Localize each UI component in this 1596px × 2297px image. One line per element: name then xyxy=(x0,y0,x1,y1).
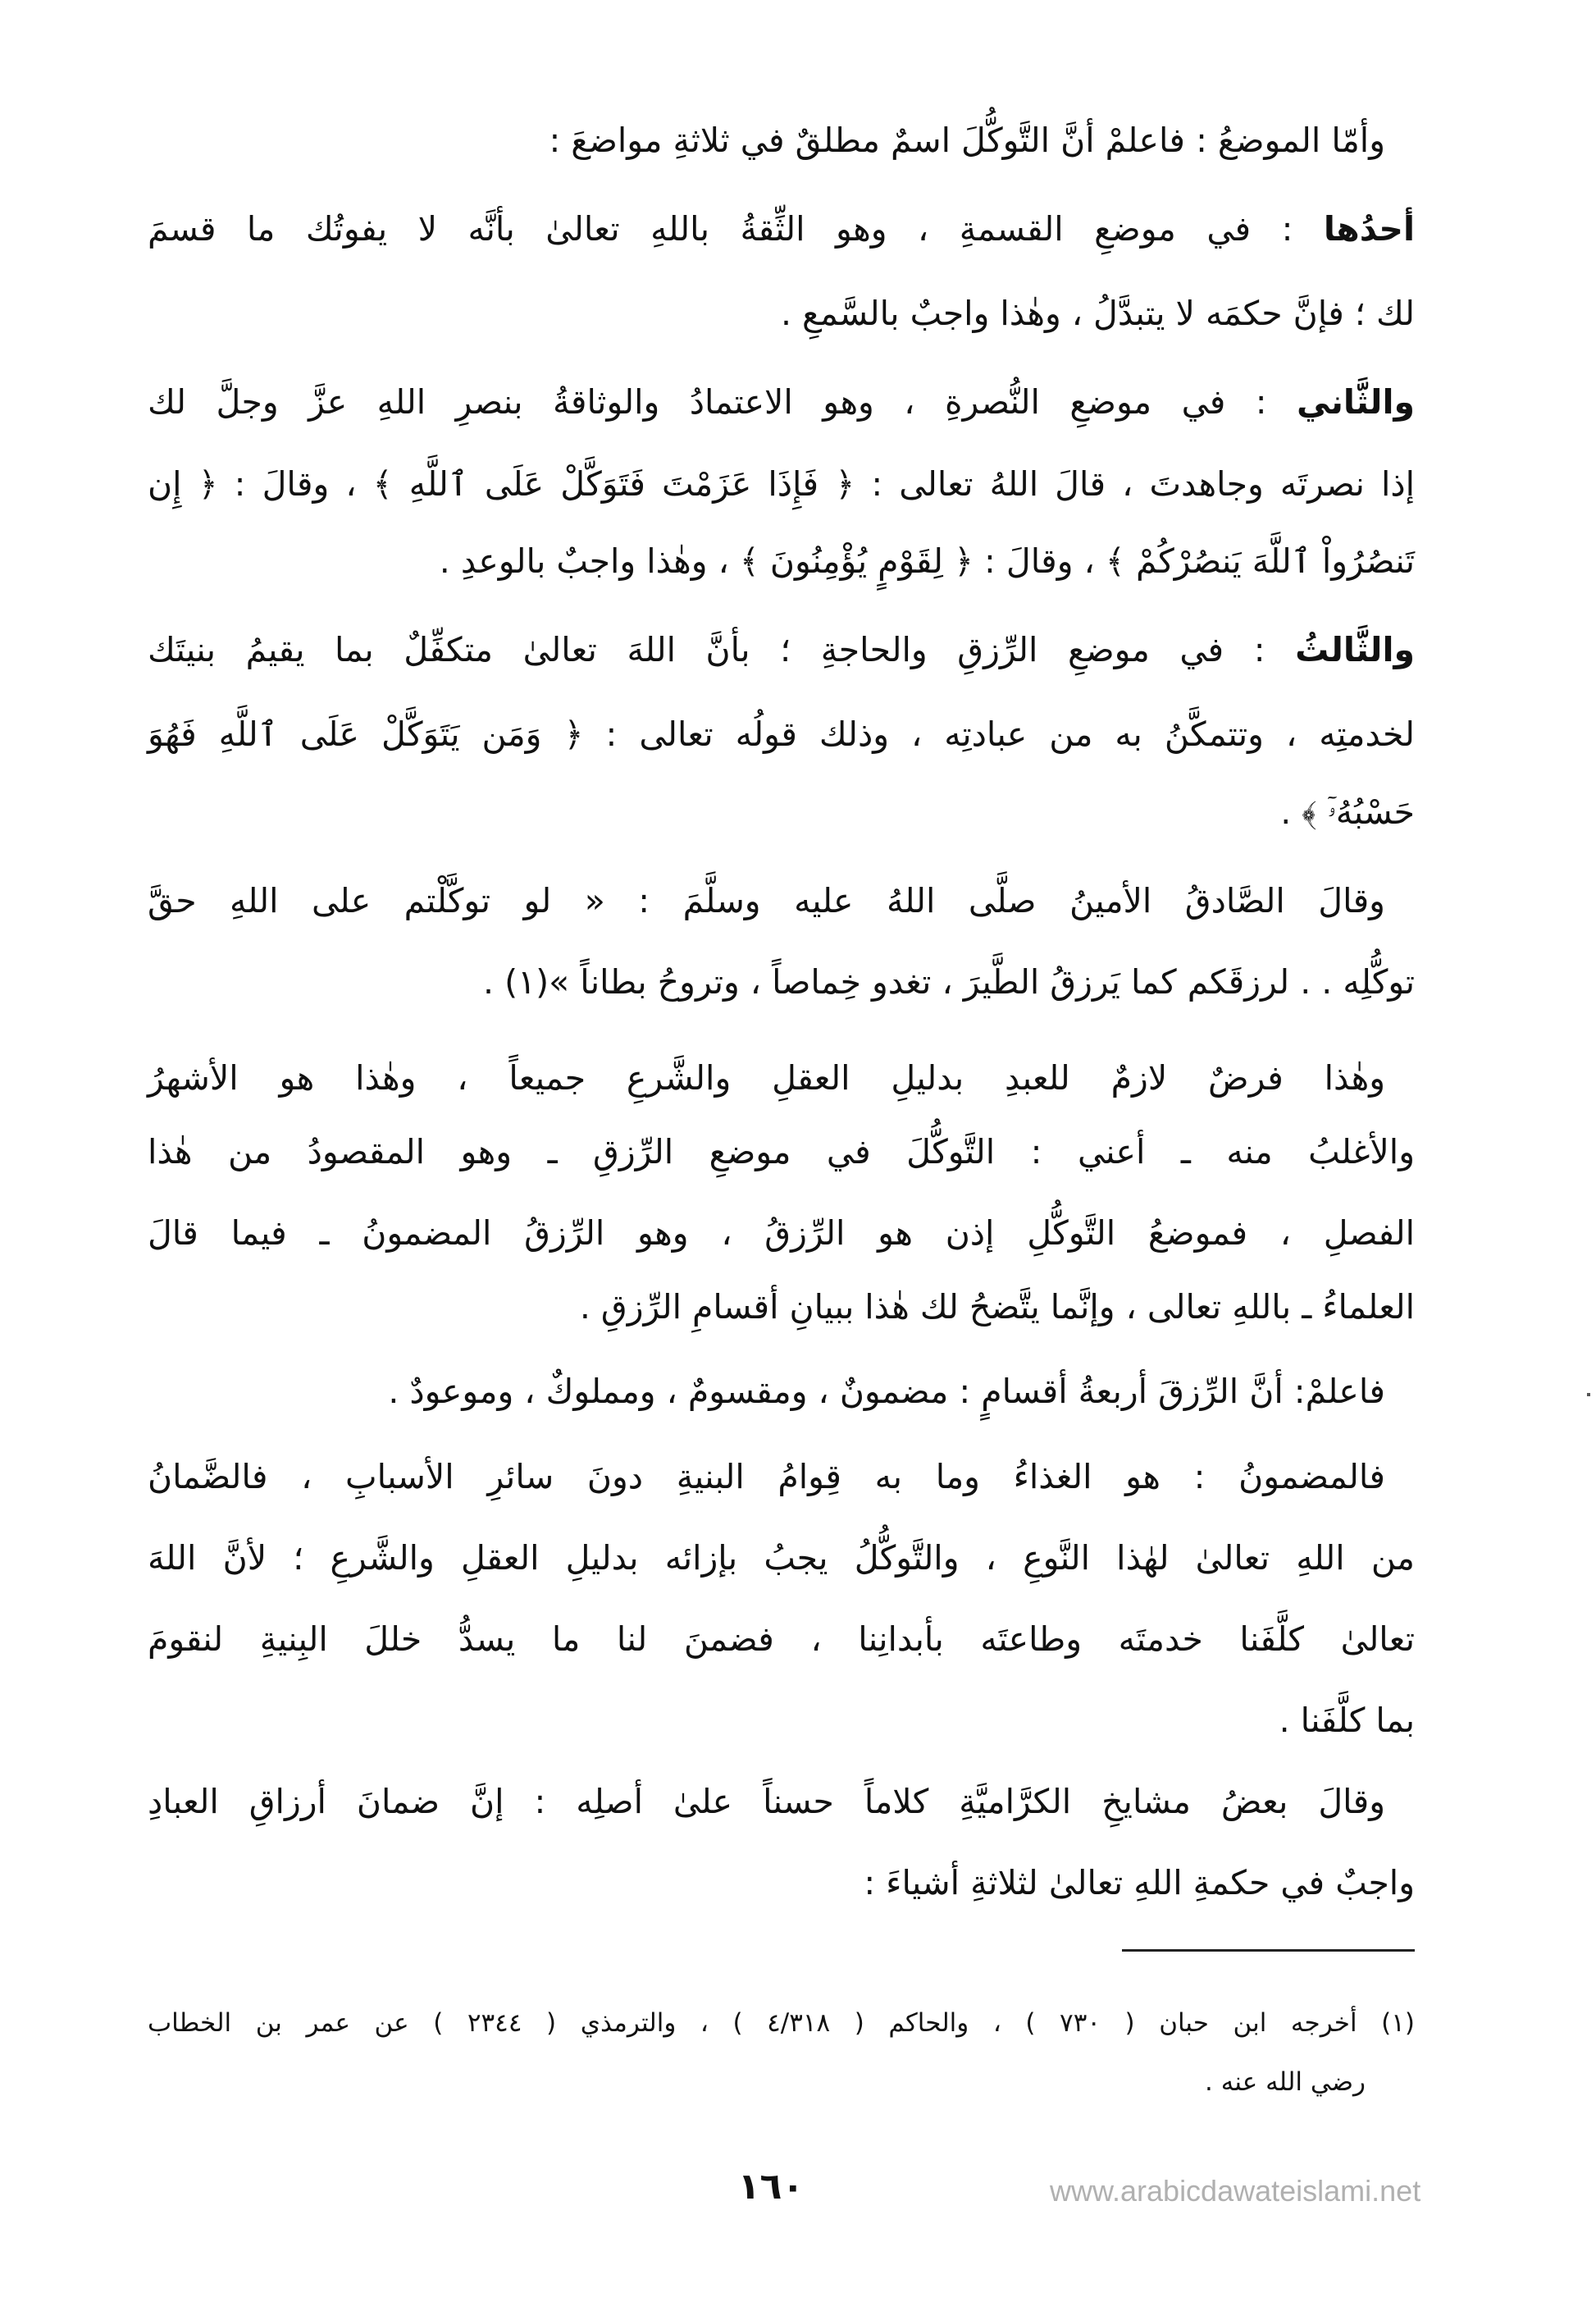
line-text: توكُّلِه . . لرزقَكم كما يَرزقُ الطَّيرَ ، تغدو خِماصاً ، وتروحُ بطاناً »(١) . xyxy=(483,962,1415,1002)
text-line xyxy=(148,1192,1415,1274)
text-line xyxy=(148,1266,1415,1348)
footnote-line-2: رضي الله عنه . xyxy=(1205,2067,1366,2097)
paragraph-lead: أحدُها xyxy=(1323,209,1415,249)
text-line xyxy=(148,609,1415,691)
text-line xyxy=(148,860,1415,942)
line-text: حَسْبُهُۥٓ ﴾ . xyxy=(1280,792,1415,832)
text-line xyxy=(148,361,1415,443)
page-number: ١٦٠ xyxy=(737,2166,805,2208)
text-line xyxy=(148,520,1415,602)
text-line xyxy=(148,443,1415,525)
line-text: والأغلبُ منه ـ أعني : التَّوكُّلَ في موضعِ الرِّزقِ ـ وهو المقصودُ من هٰذا xyxy=(148,1132,1415,1171)
line-text: بما كلَّفَنا . xyxy=(1279,1701,1415,1740)
paragraph-lead: والثَّالثُ xyxy=(1295,630,1415,669)
text-line xyxy=(148,1350,1415,1432)
text-line xyxy=(148,1760,1415,1843)
text-line xyxy=(148,771,1415,853)
line-text: تَنصُرُواْ ٱللَّهَ يَنصُرْكُمْ ﴾ ، وقالَ : ﴿ لِقَوْمٍ يُؤْمِنُونَ ﴾ ، وهٰذا واجبٌ بالوعدِ . xyxy=(439,541,1415,581)
footnote-divider xyxy=(1122,1949,1415,1952)
text-line xyxy=(148,1679,1415,1761)
line-text: : في موضعِ النُّصرةِ ، وهو الاعتمادُ والوثاقةُ بنصرِ اللهِ عزَّ وجلَّ لك xyxy=(148,382,1297,422)
watermark: www.arabicdawateislami.net xyxy=(1050,2174,1421,2208)
footnote-line-1: (١) أخرجه ابن حبان ( ٧٣٠ ) ، والحاكم ( ٤/٣١٨ ) ، والترمذي ( ٢٣٤٤ ) عن عمر بن الخطاب xyxy=(148,2008,1415,2038)
line-text: لخدمتِه ، وتتمكَّنُ به من عبادتِه ، وذلك قولُه تعالى : ﴿ وَمَن يَتَوَكَّلْ عَلَى ٱللَّهِ فَهُوَ xyxy=(148,715,1415,754)
line-text: : في موضعِ الرِّزقِ والحاجةِ ؛ بأنَّ اللهَ تعالىٰ متكفِّلٌ بما يقيمُ بنيتَك xyxy=(148,630,1296,669)
line-text: وقالَ الصَّادقُ الأمينُ صلَّى اللهُ عليه وسلَّمَ : « لو توكَّلْتم على اللهِ حقَّ xyxy=(148,881,1385,920)
line-text: لك ؛ فإنَّ حكمَه لا يتبدَّلُ ، وهٰذا واجبٌ بالسَّمعِ . xyxy=(780,294,1415,333)
text-line xyxy=(148,99,1415,181)
line-text: من اللهِ تعالىٰ لهٰذا النَّوعِ ، والتَّوكُّلُ يجبُ بإزائه بدليلِ العقلِ والشَّرعِ ؛ لأنَّ اللهَ xyxy=(148,1538,1415,1578)
text-line xyxy=(148,1842,1415,1924)
text-line xyxy=(148,188,1415,270)
line-text: الفصلِ ، فموضعُ التَّوكُّلِ إذن هو الرِّزقُ ، وهو الرِّزقُ المضمونُ ـ فيما قالَ xyxy=(148,1213,1415,1253)
line-text: تعالىٰ كلَّفَنا خدمتَه وطاعتَه بأبدانِنا ، فضمنَ لنا ما يسدُّ خللَ البِنيةِ لنقومَ xyxy=(148,1619,1415,1659)
line-text: وأمّا الموضعُ : فاعلمْ أنَّ التَّوكُّلَ اسمٌ مطلقٌ في ثلاثةِ مواضعَ : xyxy=(549,121,1385,160)
line-text: إذا نصرتَه وجاهدتَ ، قالَ اللهُ تعالى : ﴿ فَإِذَا عَزَمْتَ فَتَوَكَّلْ عَلَى ٱللَّهِ ﴾ ، وقالَ : ﴿ إِن xyxy=(148,464,1415,504)
line-text: فاعلمْ: أنَّ الرِّزقَ أربعةُ أقسامٍ : مضمونٌ ، ومقسومٌ ، ومملوكٌ ، وموعودٌ . xyxy=(388,1372,1385,1411)
text-line xyxy=(148,1598,1415,1680)
line-text: العلماءُ ـ باللهِ تعالى ، وإنَّما يتَّضحُ لك هٰذا ببيانِ أقسامِ الرِّزقِ . xyxy=(579,1287,1415,1327)
text-line xyxy=(148,693,1415,775)
text-line xyxy=(148,1111,1415,1193)
text-line xyxy=(148,1517,1415,1599)
line-text: وهٰذا فرضٌ لازمٌ للعبدِ بدليلِ العقلِ والشَّرعِ جميعاً ، وهٰذا هو الأشهرُ xyxy=(148,1058,1385,1098)
paragraph-lead: والثَّاني xyxy=(1297,382,1415,422)
text-line xyxy=(148,941,1415,1023)
line-text: : في موضعِ القسمةِ ، وهو الثِّقةُ باللهِ تعالىٰ بأنَّه لا يفوتُك ما قسمَ xyxy=(148,209,1324,249)
text-line xyxy=(148,1436,1415,1518)
line-text: وقالَ بعضُ مشايخِ الكرَّاميَّةِ كلاماً حسناً علىٰ أصلِه : إنَّ ضمانَ أرزاقِ العبادِ xyxy=(148,1782,1385,1821)
line-text: واجبٌ في حكمةِ اللهِ تعالىٰ لثلاثةِ أشياءَ : xyxy=(864,1863,1415,1902)
text-line xyxy=(148,1037,1415,1119)
line-text: فالمضمونُ : هو الغذاءُ وما به قِوامُ البنيةِ دونَ سائرِ الأسبابِ ، فالضَّمانُ xyxy=(148,1457,1385,1496)
scan-speck xyxy=(1587,1393,1590,1396)
text-line xyxy=(148,272,1415,354)
